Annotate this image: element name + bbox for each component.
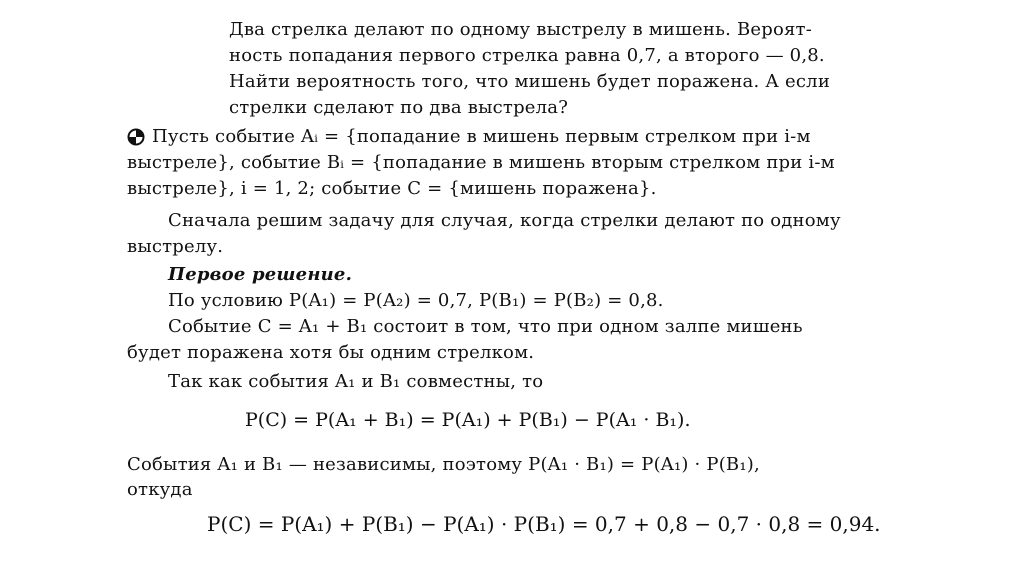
problem-line-2: ность попадания первого стрелка равна 0,7, а второго — 0,8.	[229, 45, 825, 66]
formula-result: P(C) = P(A₁) + P(B₁) − P(A₁) · P(B₁) = 0,7 + 0,8 − 0,7 · 0,8 = 0,94.	[207, 512, 881, 536]
event-c-line-1: Событие C = A₁ + B₁ состоит в том, что при одном залпе мишень	[168, 316, 803, 337]
first-case-line-2: выстрелу.	[127, 236, 224, 257]
problem-line-1: Два стрелка делают по одному выстрелу в мишень. Вероят-	[229, 19, 812, 40]
condition-line: По условию P(A₁) = P(A₂) = 0,7, P(B₁) = P(B₂) = 0,8.	[168, 290, 664, 311]
formula-sum: P(C) = P(A₁ + B₁) = P(A₁) + P(B₁) − P(A₁ · B₁).	[245, 409, 691, 431]
event-c-line-2: будет поражена хотя бы одним стрелком.	[127, 342, 535, 363]
compatible-line: Так как события A₁ и B₁ совместны, то	[168, 371, 544, 392]
independent-line-1: События A₁ и B₁ — независимы, поэтому P(A₁ · B₁) = P(A₁) · P(B₁),	[127, 454, 760, 475]
solution-intro-line-1: Пусть событие Aᵢ = {попадание в мишень первым стрелком при i-м	[152, 126, 811, 147]
first-case-line-1: Сначала решим задачу для случая, когда стрелки делают по одному	[168, 210, 841, 231]
solution-start-icon	[127, 128, 145, 146]
section-heading: Первое решение.	[168, 264, 353, 285]
problem-line-4: стрелки сделают по два выстрела?	[229, 97, 569, 118]
solution-intro-line-3: выстреле}, i = 1, 2; событие C = {мишень поражена}.	[127, 178, 657, 199]
solution-intro-line-2: выстреле}, событие Bᵢ = {попадание в мишень вторым стрелком при i-м	[127, 152, 835, 173]
independent-line-2: откуда	[127, 479, 193, 500]
problem-line-3: Найти вероятность того, что мишень будет поражена. А если	[229, 71, 831, 92]
